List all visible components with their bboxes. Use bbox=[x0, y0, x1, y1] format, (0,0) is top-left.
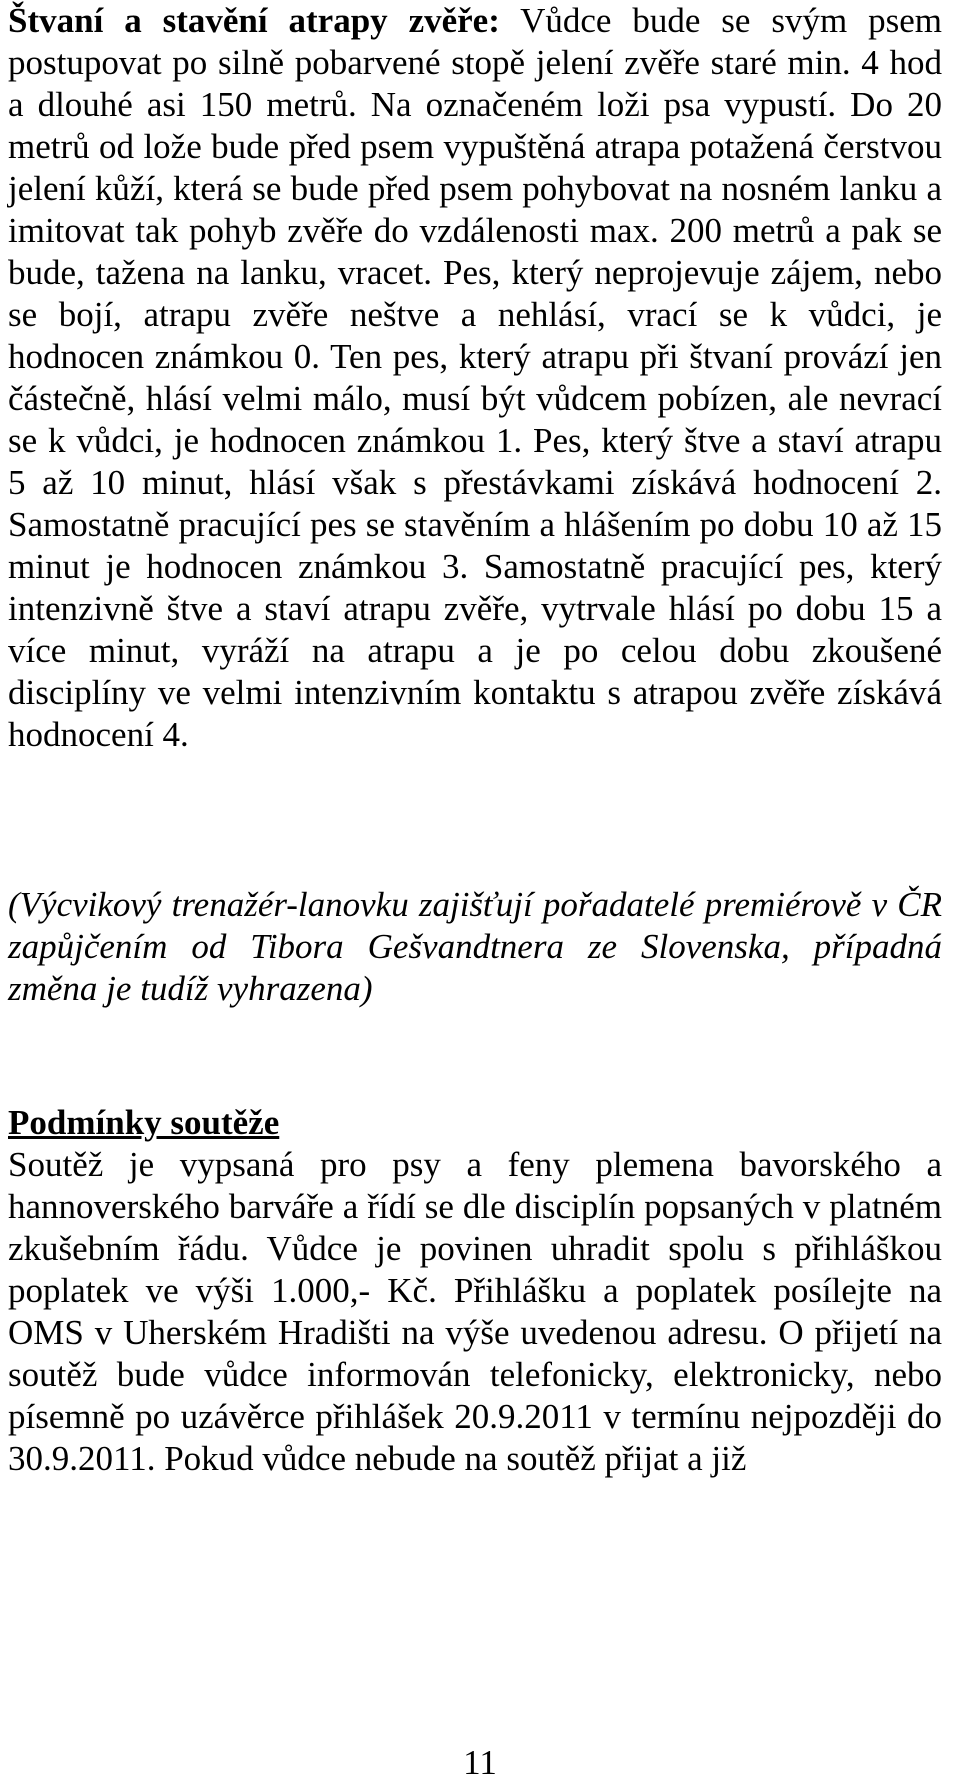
section-body-stvani: Vůdce bude se svým psem postupovat po silně pobarvené stopě jelení zvěře staré min. 4 hod a dlouhé asi 150 metrů. Na označeném loži psa vypustí. Do 20 metrů od lože bude před psem vypuštěná atrapa potažená čerstvou jelení kůží, která se bude před psem pohybovat na nosném lanku a imitovat tak pohyb zvěře do vzdálenosti max. 200 metrů a pak se bude, tažena na lanku, vracet. Pes, který neprojevuje zájem, nebo se bojí, atrapu zvěře neštve a nehlásí, vrací se k vůdci, je hodnocen známkou 0. Ten pes, který atrapu při štvaní provází jen částečně, hlásí velmi málo, musí být vůdcem pobízen, ale nevrací se k vůdci, je hodnocen známkou 1. Pes, který štve a staví atrapu 5 až 10 minut, hlásí však s přestávkami získává hodnocení 2. Samostatně pracující pes se stavěním a hlášením po dobu 10 až 15 minut je hodnocen známkou 3. Samostatně pracující pes, který intenzivně štve a staví atrapu zvěře, vytrvale hlásí po dobu 15 a více minut, vyráží na atrapu a je po celou dobu zkoušené disciplíny ve velmi intenzivním kontaktu s atrapou zvěře získává hodnocení 4. bbox=[8, 1, 942, 754]
italic-note: (Výcvikový trenažér-lanovku zajišťují pořadatelé premiérově v ČR zapůjčením od Tibora Gešvandtnera ze Slovenska, případná změna je tudíž vyhrazena) bbox=[8, 885, 942, 1008]
section-heading-stvani: Štvaní a stavění atrapy zvěře: bbox=[8, 1, 500, 40]
paragraph-stvani bbox=[8, 0, 942, 756]
page-number: 11 bbox=[463, 1743, 497, 1782]
section-heading-podminky: Podmínky soutěže bbox=[8, 1103, 280, 1142]
paragraph-podminky: Soutěž je vypsaná pro psy a feny plemena bavorského a hannoverského barváře a řídí se dle disciplín popsaných v platném zkušebním řádu. Vůdce je povinen uhradit spolu s přihláškou poplatek ve výši 1.000,- Kč. Přihlášku a poplatek posílejte na OMS v Uherském Hradišti na výše uvedenou adresu. O přijetí na soutěž bude vůdce informován telefonicky, elektronicky, nebo písemně po uzávěrce přihlášek 20.9.2011 v termínu nejpozději do 30.9.2011. Pokud vůdce nebude na soutěž přijat a již bbox=[8, 1145, 942, 1478]
